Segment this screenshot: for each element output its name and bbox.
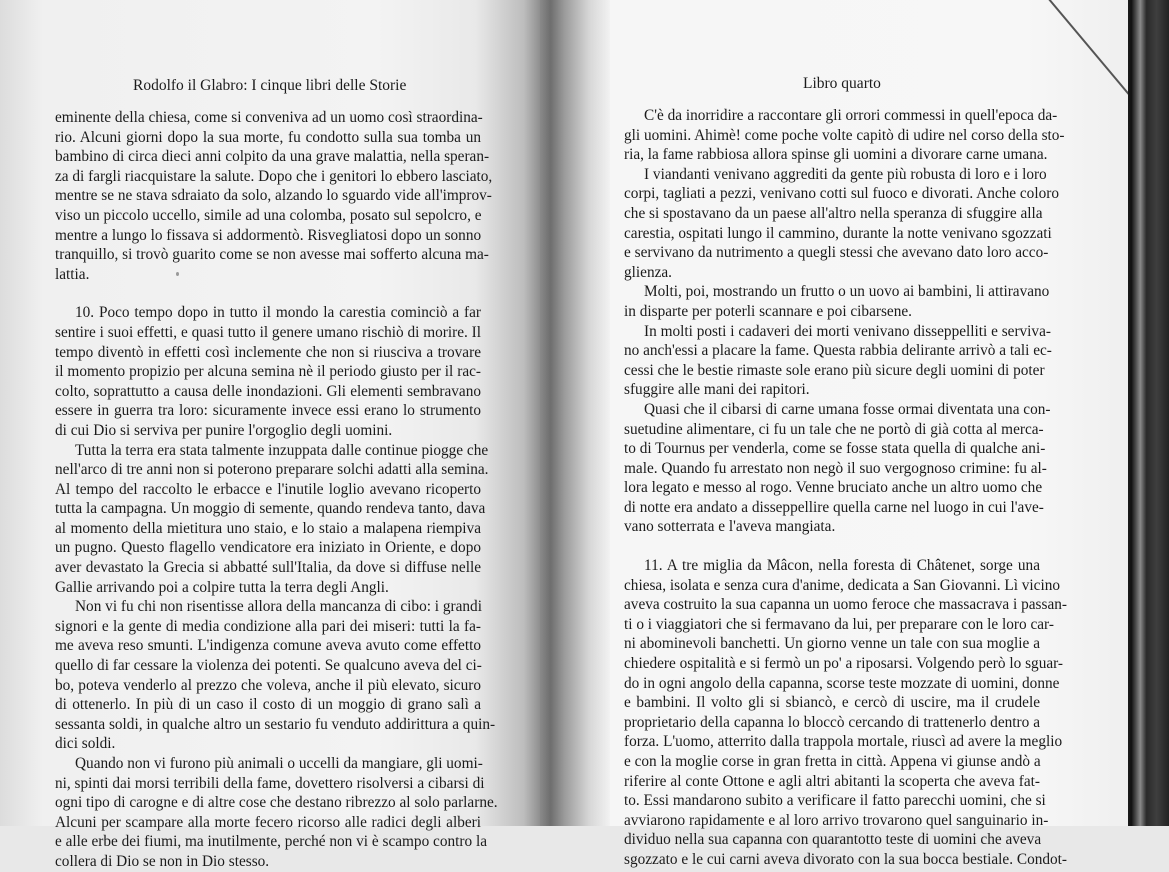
text-line: Molti, poi, mostrando un frutto o un uovo ai bambini, li attiravano [644,283,1050,301]
paragraph [624,282,1050,321]
text-line: riferire al conte Ottone e agli altri abitanti la scoperta che aveva fat- [624,772,1040,790]
text-line: Non vi fu chi non risentisse allora della mancanza di cibo: i grandi [75,598,482,616]
text-line: I viandanti venivano aggrediti da gente più robusta di loro e i loro [644,165,1047,183]
text-line: un pugno. Questo flagello vendicatore era iniziato in Oriente, e dopo [55,539,481,557]
paragraph [55,441,489,598]
text-line: bo, poteva venderlo al prezzo che voleva, anche il più elevato, sicuro [55,676,481,694]
text-line: lattia. [55,265,90,283]
text-line: bambino di circa dieci anni colpito da una grave malattia, nella speran- [55,148,490,166]
section-paragraph [55,303,481,440]
text-line: Quando non vi furono più animali o uccelli da mangiare, gli uomi- [75,755,483,772]
text-line: colto, soprattutto a causa delle inondazioni. Gli elementi sembravano [55,382,481,400]
text-line: me aveva reso smunti. L'indigenza comune aveva avuto come effetto [55,637,481,655]
text-line: no anch'essi a placare la fame. Questa rabbia delirante arrivò a tali ec- [624,342,1052,360]
text-line: chiesa, isolata e senza cura d'anime, dedicata a San Giovanni. Lì vicino [624,576,1060,594]
text-line: gli uomini. Ahimè! come poche volte capitò di udire nel corso della sto- [624,126,1065,144]
text-line: sgozzato e le cui carni aveva divorato con la sua bocca bestiale. Condot- [624,850,1068,868]
text-line: Gallie arrivando poi a colpire tutta la terra degli Angli. [55,578,389,596]
text-line: sessanta soldi, in qualche altro un sestario fu venduto addirittura a quin- [55,715,496,733]
text-line: ni abominevoli banchetti. Un giorno venne un tale con sua moglie a [624,635,1040,653]
text-line: collera di Dio se non in Dio stesso. [55,852,270,870]
text-line: sfuggire alle mani dei rapitori. [624,381,810,399]
text-line: e bambini. Il volto gli si sbiancò, e cercò di uscire, ma il crudele [624,694,1040,712]
text-line: za di fargli riacquistare la salute. Dopo che i genitori lo ebbero lasciato, [55,167,493,185]
text-line: ni, spinti dai morsi terribili della fame, dovettero risolversi a cibarsi di [55,774,485,792]
right-page [610,0,1130,868]
text-line: Quasi che il cibarsi di carne umana fosse ormai diventata una con- [644,400,1051,418]
left-page-body [55,108,498,872]
paragraph [55,754,498,872]
text-line: dici soldi. [55,735,116,753]
text-line: lora legato e messo al rogo. Venne bruciato anche un altro uomo che [624,479,1043,497]
left-running-head: Rodolfo il Glabro: I cinque libri delle Storie [133,77,407,94]
section-paragraph [624,556,1068,870]
text-line: Tutta la terra era stata talmente inzuppata dalle continue piogge che [75,441,489,459]
right-running-head: Libro quarto [803,75,881,92]
text-line: essere in guerra tra loro: sicuramente invece essi erano lo strumento [55,402,481,420]
paragraph [55,597,496,754]
text-line: corpi, tagliati a pezzi, venivano cotti sul fuoco e divorati. Anche coloro [624,185,1059,203]
text-line: e servivano da nutrimento a quegli stessi che avevano dato loro acco- [624,244,1049,262]
text-line: tranquillo, si trovò guarito come se non avesse mai sofferto alcuna ma- [55,246,489,264]
text-line: in disparte per poterli scannare e poi cibarsene. [624,302,912,320]
text-line: mentre a lungo lo fissava si addormentò. Risvegliatosi dopo un sonno [55,226,482,244]
scanner-edge [1128,0,1169,826]
text-line: tutta la campagna. Un moggio di semente, quando rendeva tanto, dava [55,500,486,518]
text-line: viso un piccolo uccello, simile ad una colomba, posato sul sepolcro, e [55,206,482,224]
text-line: suetudine alimentare, ci fu un tale che ne portò di già cotta al merca- [624,420,1044,438]
text-line: glienza. [624,263,672,281]
text-line: di cui Dio si serviva per punire l'orgoglio degli uomini. [55,421,393,439]
text-line: aver devastato la Grecia si abbatté sull'Italia, da dove si diffuse nelle [55,559,481,577]
text-line: male. Quando fu arrestato non negò il suo vergognoso crimine: fu al- [624,459,1047,477]
text-line: 10. Poco tempo dopo in tutto il mondo la carestia cominciò a far [75,304,481,322]
text-line: di notte era andato a disseppellire quella carne nel luogo in cui l'ave- [624,498,1044,516]
paragraph [624,322,1052,400]
text-line: carestia, ospitati lungo il cammino, durante la notte venivano sgozzati [624,224,1052,242]
text-line: do in ogni angolo della capanna, scorse teste mozzate di uomini, donne [624,674,1060,692]
text-line: dividuo nella sua capanna con quarantotto teste di uomini che aveva [624,831,1042,849]
paragraph [55,108,493,284]
paragraph [624,106,1065,165]
text-line: al momento della mietitura uno staio, e lo staio a malapena riempiva [55,519,481,537]
text-line: e con la moglie corse in gran fretta in città. Appena vi giunse andò a [624,753,1041,770]
text-line: di ottenerlo. In più di un caso il costo di un moggio di grano salì a [55,696,481,714]
text-line: il momento propizio per alcuna semina nè il periodo giusto per il rac- [55,363,481,381]
text-line: mentre se ne stava sdraiato da solo, alzando lo sguardo vide all'improv- [55,187,492,205]
text-line: quello di far cessare la violenza dei potenti. Se qualcuno aveva del ci- [55,657,482,675]
text-line: aveva costruito la sua capanna un uomo feroce che massacrava i passan- [624,596,1067,614]
paragraph [624,400,1051,537]
text-line: Al tempo del raccolto le erbacce e l'inutile loglio avevano ricoperto [55,480,481,498]
text-line: cessi che le bestie rimaste sole erano più sicure degli uomini di poter [624,361,1045,379]
left-page [0,0,540,870]
text-line: eminente della chiesa, come si conveniva ad un uomo così straordina- [55,109,483,126]
text-line: to di Tournus per venderla, come se fosse stata quella di qualche ani- [624,440,1046,458]
text-line: ti o i viaggiatori che si fermavano da lui, per preparare con le loro car- [624,615,1054,633]
text-line: sentire i suoi effetti, e quasi tutto il genere umano rischiò di morire. Il [55,323,481,341]
text-line: che si spostavano da un paese all'altro nella speranza di sfuggire alla [624,204,1043,222]
text-line: In molti posti i cadaveri dei morti venivano disseppelliti e serviva- [644,322,1051,340]
text-line: proprietario della capanna lo bloccò cercando di trattenerlo dentro a [624,713,1040,731]
text-line: 11. A tre miglia da Mâcon, nella foresta di Châtenet, sorge una [644,557,1040,575]
text-line: chiedere ospitalità e si fermò un po' a riposarsi. Volgendo però lo sguar- [624,655,1064,673]
text-line: ogni tipo di carogne e di altre cose che destano ribrezzo al solo parlarne. [55,794,498,812]
book-gutter [540,0,610,826]
text-line: ria, la fame rabbiosa allora spinse gli uomini a divorare carne umana. [624,146,1048,164]
text-line: C'è da inorridire a raccontare gli orrori commessi in quell'epoca da- [644,107,1058,124]
text-line: e alle erbe dei fiumi, ma inutilmente, perché non vi è scampo contro la [55,833,487,851]
text-line: tempo diventò in effetti così inclemente che non si riusciva a trovare [55,343,481,361]
text-line: rio. Alcuni giorni dopo la sua morte, fu condotto sulla sua tomba un [55,128,481,146]
text-line: forza. L'uomo, atterrito dalla trappola mortale, riuscì ad avere la meglio [624,733,1063,751]
paragraph [624,165,1059,283]
text-line: nell'arco di tre anni non si poterono preparare solchi adatti alla semina. [55,461,489,479]
text-line: Alcuni per scampare alla morte fecero ricorso alle radici degli alberi [55,813,481,831]
right-page-body [624,106,1068,870]
text-line: vano sotterrata e l'aveva mangiata. [624,518,836,536]
text-line: avviarono rapidamente e al loro arrivo trovarono quel sanguinario in- [624,811,1049,829]
text-line: to. Essi mandarono subito a verificare il fatto parecchi uomini, che si [624,792,1046,810]
text-line: signori e la gente di media condizione alla pari dei miseri: tutti la fa- [55,617,481,635]
